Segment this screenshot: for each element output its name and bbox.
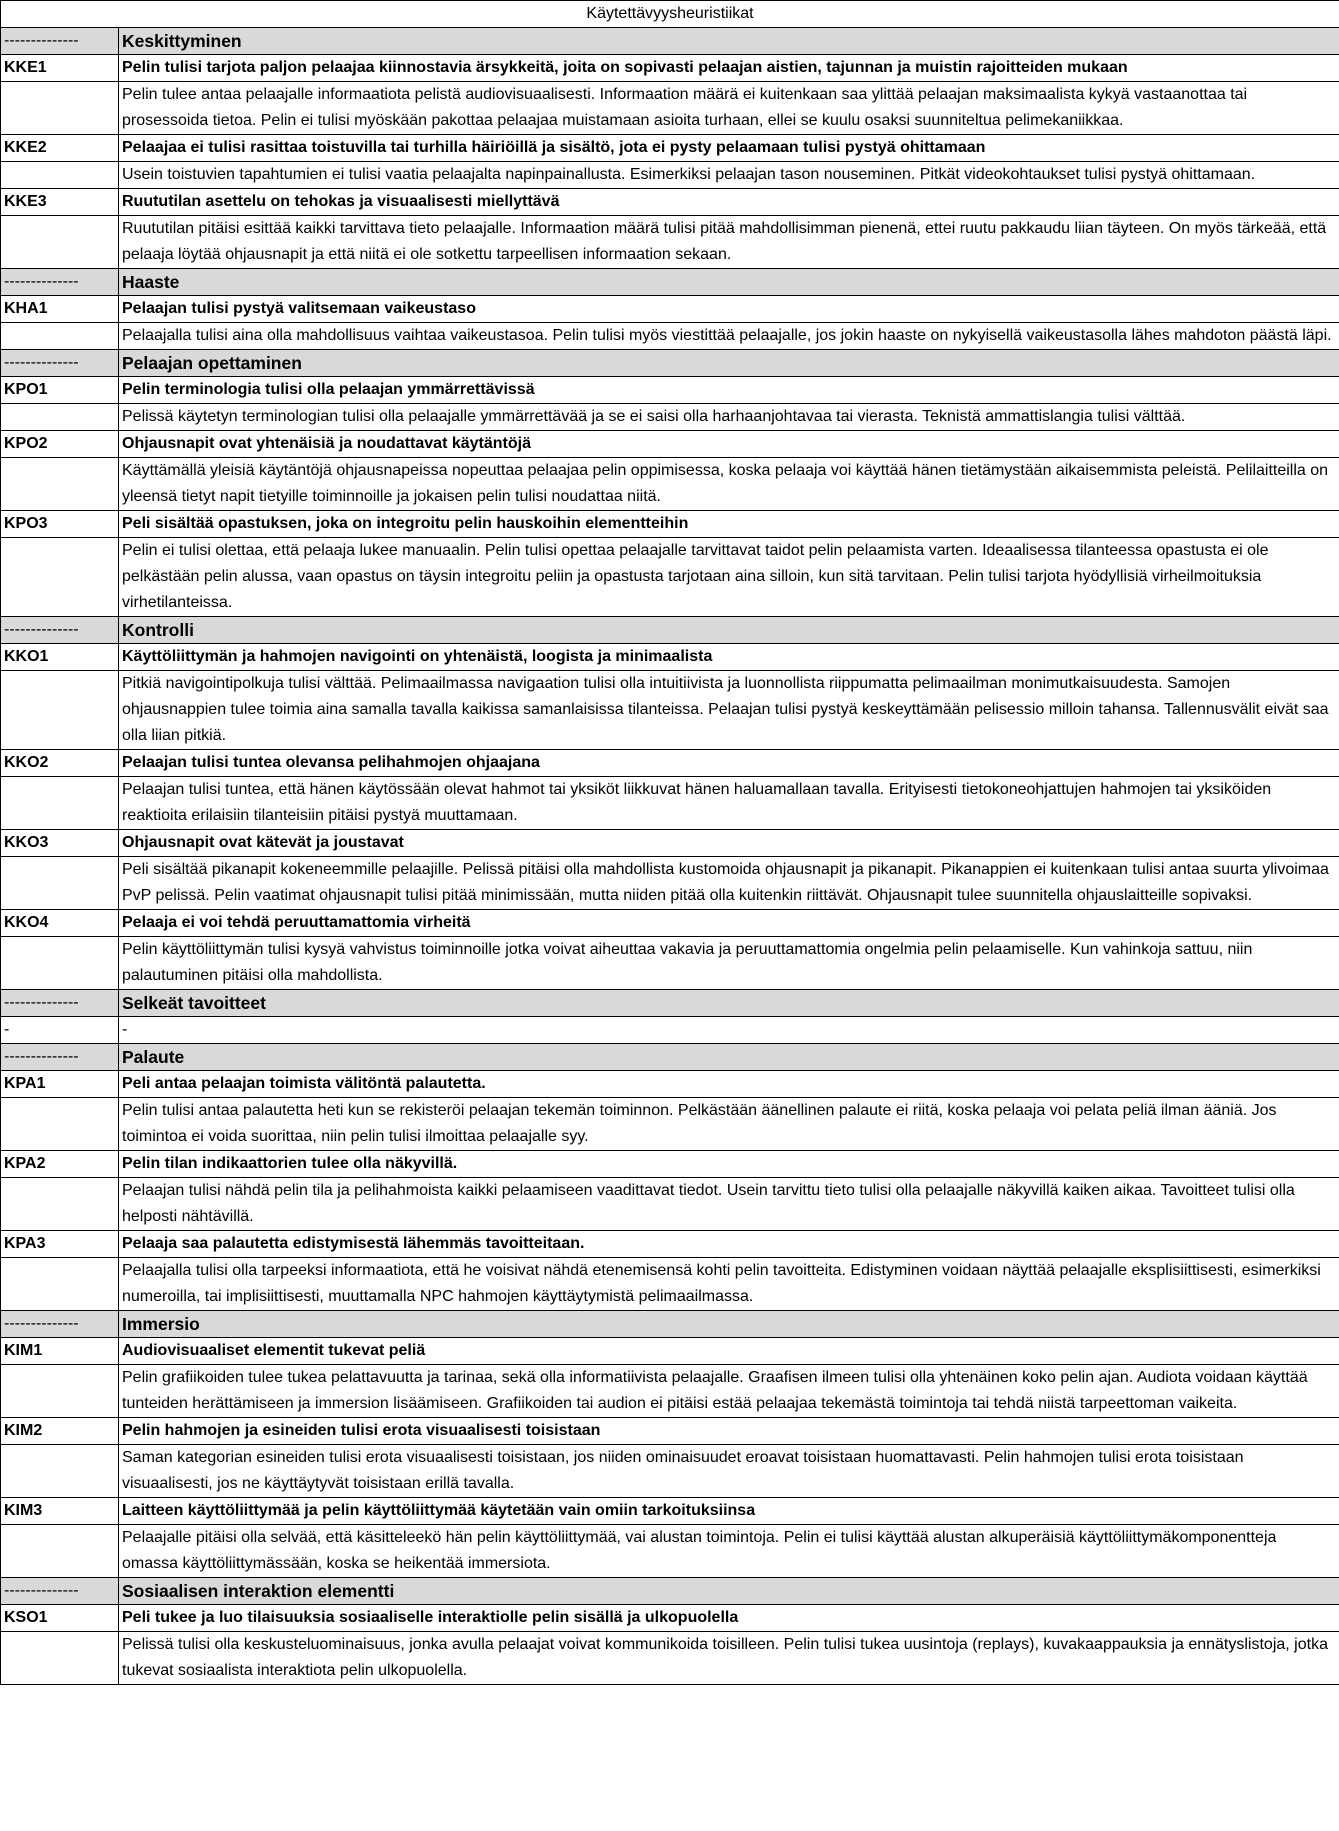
heuristic-heading: Audiovisuaaliset elementit tukevat peliä [119, 1338, 1339, 1365]
heuristic-description: Pelin grafiikoiden tulee tukea pelattavuutta ja tarinaa, sekä olla informatiivista pelaajalle. Graafisen ilmeen tulisi olla yhtenäinen koko pelin ajan. Audiota voidaan käyttää tunteiden herättämiseen ja immersion lisäämiseen. Grafiikoiden tai audion ei pitäisi estää pelaajaa tekemästä toimintoja tai tehdä niistä tarpeettoman vaikeita. [119, 1365, 1339, 1418]
heuristic-code: KPO2 [1, 431, 119, 458]
heuristic-heading: Ohjausnapit ovat yhtenäisiä ja noudattavat käytäntöjä [119, 431, 1339, 458]
heuristic-heading: Peli sisältää opastuksen, joka on integroitu pelin hauskoihin elementteihin [119, 511, 1339, 538]
heuristic-description: Pelissä käytetyn terminologian tulisi olla pelaajalle ymmärrettävää ja se ei saisi olla harhaanjohtavaa tai vierasta. Teknistä ammattislangia tulisi välttää. [119, 404, 1339, 431]
heuristic-heading: Pelin hahmojen ja esineiden tulisi erota visuaalisesti toisistaan [119, 1418, 1339, 1445]
heuristic-code: KKE2 [1, 135, 119, 162]
heuristic-heading-row [1, 377, 1339, 404]
heuristic-description-row [1, 82, 1339, 135]
heuristic-code-blank [1, 538, 119, 617]
heuristic-code-blank [1, 1445, 119, 1498]
heuristics-table-body [1, 1, 1339, 1685]
heuristic-code: KKO1 [1, 644, 119, 671]
heuristic-heading: Pelin tilan indikaattorien tulee olla näkyvillä. [119, 1151, 1339, 1178]
heuristic-heading: Peli antaa pelaajan toimista välitöntä palautetta. [119, 1071, 1339, 1098]
heuristic-heading: Laitteen käyttöliittymää ja pelin käyttöliittymää käytetään vain omiin tarkoituksiinsa [119, 1498, 1339, 1525]
heuristic-description-row [1, 538, 1339, 617]
section-title: Kontrolli [119, 617, 1339, 644]
table-title-row [1, 1, 1339, 28]
heuristic-code-blank [1, 777, 119, 830]
heuristic-description: Usein toistuvien tapahtumien ei tulisi vaatia pelaajalta napinpainallusta. Esimerkiksi pelaajan tason nouseminen. Pitkät videokohtaukset tulisi pystyä ohittamaan. [119, 162, 1339, 189]
section-title: Palaute [119, 1044, 1339, 1071]
heuristic-code: KIM3 [1, 1498, 119, 1525]
heuristic-description-row [1, 162, 1339, 189]
heuristic-description-row [1, 671, 1339, 750]
heuristic-heading-row [1, 1231, 1339, 1258]
heuristic-code-blank [1, 458, 119, 511]
heuristic-code: KKE1 [1, 55, 119, 82]
heuristic-code: KKO3 [1, 830, 119, 857]
heuristic-heading-row [1, 55, 1339, 82]
placeholder-row [1, 1017, 1339, 1044]
heuristic-description: Pitkiä navigointipolkuja tulisi välttää. Pelimaailmassa navigaation tulisi olla intuitiivista ja luonnollista riippumatta pelimaailman monimutkaisuudesta. Samojen ohjausnappien tulee toimia aina samalla tavalla kaikissa samanlaisissa tilanteissa. Pelaajan tulisi pystyä keskeyttämään pelisessio milloin tahansa. Tallennusvälit eivät saa olla liian pitkiä. [119, 671, 1339, 750]
heuristic-description-row [1, 458, 1339, 511]
heuristic-heading-row [1, 750, 1339, 777]
section-header-row [1, 617, 1339, 644]
heuristic-description-row [1, 857, 1339, 910]
heuristic-description-row [1, 1365, 1339, 1418]
section-marker: -------------- [1, 28, 119, 55]
heuristic-heading-row [1, 830, 1339, 857]
heuristic-code-blank [1, 1525, 119, 1578]
heuristic-heading-row [1, 296, 1339, 323]
heuristic-heading-row [1, 189, 1339, 216]
section-marker: -------------- [1, 1044, 119, 1071]
heuristic-code-blank [1, 162, 119, 189]
section-header-row [1, 350, 1339, 377]
section-title: Haaste [119, 269, 1339, 296]
heuristic-code: KPA1 [1, 1071, 119, 1098]
section-header-row [1, 990, 1339, 1017]
heuristic-code-blank [1, 404, 119, 431]
heuristic-heading: Pelin terminologia tulisi olla pelaajan ymmärrettävissä [119, 377, 1339, 404]
heuristic-code: KIM1 [1, 1338, 119, 1365]
section-title: Immersio [119, 1311, 1339, 1338]
heuristic-code-blank [1, 1178, 119, 1231]
heuristic-code: KPO3 [1, 511, 119, 538]
heuristic-heading-row [1, 1338, 1339, 1365]
heuristic-heading-row [1, 1418, 1339, 1445]
heuristic-description-row [1, 1525, 1339, 1578]
heuristic-description: Pelin käyttöliittymän tulisi kysyä vahvistus toiminnoille jotka voivat aiheuttaa vakavia ja peruuttamattomia ongelmia pelin pelaamiselle. Kun vahinkoja sattuu, niin palautuminen pitäisi olla mahdollista. [119, 937, 1339, 990]
heuristic-heading-row [1, 1605, 1339, 1632]
heuristic-description: Pelissä tulisi olla keskusteluominaisuus, jonka avulla pelaajat voivat kommunikoida toisilleen. Pelin tulisi tukea uusintoja (replays), kuvakaappauksia ja ennätyslistoja, jotka tukevat sosiaalista interaktiota pelin ulkopuolella. [119, 1632, 1339, 1685]
section-header-row [1, 269, 1339, 296]
heuristic-heading: Peli tukee ja luo tilaisuuksia sosiaaliselle interaktiolle pelin sisällä ja ulkopuolella [119, 1605, 1339, 1632]
section-marker: -------------- [1, 350, 119, 377]
heuristic-description-row [1, 1258, 1339, 1311]
heuristic-description: Peli sisältää pikanapit kokeneemmille pelaajille. Pelissä pitäisi olla mahdollista kustomoida ohjausnapit ja pikanapit. Pikanappien ei kuitenkaan tulisi antaa suurta ylivoimaa PvP pelissä. Pelin vaatimat ohjausnapit tulisi pitää minimissään, mutta niiden pitää olla kuitenkin riittävät. Ohjausnapit tulee suunnitella ohjauslaitteille sopivaksi. [119, 857, 1339, 910]
heuristic-heading: Ruututilan asettelu on tehokas ja visuaalisesti miellyttävä [119, 189, 1339, 216]
heuristic-description-row [1, 1445, 1339, 1498]
heuristic-description-row [1, 1632, 1339, 1685]
section-title: Sosiaalisen interaktion elementti [119, 1578, 1339, 1605]
heuristic-description: Pelaajan tulisi nähdä pelin tila ja pelihahmoista kaikki pelaamiseen vaadittavat tiedot. Usein tarvittu tieto tulisi olla pelaajalle näkyvillä kaiken aikaa. Tavoitteet tulisi olla helposti nähtävillä. [119, 1178, 1339, 1231]
heuristic-code: KIM2 [1, 1418, 119, 1445]
section-header-row [1, 1044, 1339, 1071]
heuristic-description: Pelaajan tulisi tuntea, että hänen käytössään olevat hahmot tai yksiköt liikkuvat hänen haluamallaan tavalla. Erityisesti tietokoneohjattujen hahmojen tai yksiköiden reaktioita erilaisiin tilanteisiin pitäisi pystyä muuttamaan. [119, 777, 1339, 830]
heuristic-heading-row [1, 431, 1339, 458]
section-title: Keskittyminen [119, 28, 1339, 55]
heuristic-code-blank [1, 1258, 119, 1311]
heuristic-code: KPA3 [1, 1231, 119, 1258]
heuristic-heading-row [1, 1071, 1339, 1098]
heuristic-description: Pelaajalle pitäisi olla selvää, että käsitteleekö hän pelin käyttöliittymää, vai alustan toimintoja. Pelin ei tulisi käyttää alustan alkuperäisiä käyttöliittymäkomponentteja omassa käyttöliittymässään, koska se heikentää immersiota. [119, 1525, 1339, 1578]
heuristic-heading-row [1, 1151, 1339, 1178]
heuristic-code: KSO1 [1, 1605, 119, 1632]
section-marker: -------------- [1, 617, 119, 644]
section-title: Pelaajan opettaminen [119, 350, 1339, 377]
heuristic-code-blank [1, 1632, 119, 1685]
heuristic-description-row [1, 1098, 1339, 1151]
section-marker: -------------- [1, 1311, 119, 1338]
heuristic-heading-row [1, 644, 1339, 671]
heuristic-heading-row [1, 511, 1339, 538]
heuristic-code: KHA1 [1, 296, 119, 323]
heuristic-heading: Pelaajaa ei tulisi rasittaa toistuvilla tai turhilla häiriöillä ja sisältö, jota ei pysty pelaamaan tulisi pystyä ohittamaan [119, 135, 1339, 162]
section-marker: -------------- [1, 990, 119, 1017]
heuristic-heading: Käyttöliittymän ja hahmojen navigointi on yhtenäistä, loogista ja minimaalista [119, 644, 1339, 671]
heuristic-description: Ruututilan pitäisi esittää kaikki tarvittava tieto pelaajalle. Informaation määrä tulisi pitää mahdollisimman pienenä, ettei ruutu pakkaudu liian täyteen. On myös tärkeää, että pelaaja löytää ohjausnapit ja että niitä ei ole sotkettu tarpeellisen informaation sekaan. [119, 216, 1339, 269]
heuristic-code-blank [1, 1098, 119, 1151]
section-title: Selkeät tavoitteet [119, 990, 1339, 1017]
heuristic-heading: Pelaajan tulisi tuntea olevansa pelihahmojen ohjaajana [119, 750, 1339, 777]
heuristic-description-row [1, 404, 1339, 431]
heuristic-description: Pelaajalla tulisi olla tarpeeksi informaatiota, että he voisivat nähdä etenemisensä kohti pelin tavoitteita. Edistyminen voidaan näyttää pelaajalle eksplisiittisesti, esimerkiksi numeroilla, tai implisiittisesti, muuttamalla NPC hahmojen käyttäytymistä pelimaailmassa. [119, 1258, 1339, 1311]
heuristic-heading-row [1, 1498, 1339, 1525]
section-marker: -------------- [1, 1578, 119, 1605]
heuristic-code-blank [1, 671, 119, 750]
heuristic-description: Käyttämällä yleisiä käytäntöjä ohjausnapeissa nopeuttaa pelaajaa pelin oppimisessa, koska pelaaja voi käyttää hänen tietämystään aikaisemmista peleistä. Pelilaitteilla on yleensä tietyt napit tietyille toiminnoille ja jokaisen pelin tulisi noudattaa niitä. [119, 458, 1339, 511]
heuristic-description-row [1, 1178, 1339, 1231]
heuristic-code-blank [1, 82, 119, 135]
heuristic-heading-row [1, 135, 1339, 162]
heuristic-description-row [1, 937, 1339, 990]
heuristic-code: KPO1 [1, 377, 119, 404]
heuristic-description: Pelin ei tulisi olettaa, että pelaaja lukee manuaalin. Pelin tulisi opettaa pelaajalle tarvittavat taidot pelin pelaamista varten. Ideaalisessa tilanteessa opastusta ei ole pelkästään pelin alussa, vaan opastus on täysin integroitu peliin ja opastusta tarjotaan aina silloin, kun sitä tarvitaan. Pelin tulisi tarjota hyödyllisiä virheilmoituksia virhetilanteissa. [119, 538, 1339, 617]
heuristic-code-blank [1, 323, 119, 350]
heuristic-code-blank [1, 216, 119, 269]
heuristic-description-row [1, 777, 1339, 830]
heuristic-description: Pelin tulisi antaa palautetta heti kun se rekisteröi pelaajan tekemän toiminnon. Pelkästään äänellinen palaute ei riitä, koska pelaaja voi pelata peliä ilman ääniä. Jos toimintoa ei voida suorittaa, niin pelin tulisi ilmoittaa pelaajalle syy. [119, 1098, 1339, 1151]
section-header-row [1, 1578, 1339, 1605]
placeholder-text: - [119, 1017, 1339, 1044]
heuristic-heading: Pelin tulisi tarjota paljon pelaajaa kiinnostavia ärsykkeitä, joita on sopivasti pelaajan aistien, tajunnan ja muistin rajoitteiden mukaan [119, 55, 1339, 82]
placeholder-code: - [1, 1017, 119, 1044]
heuristic-description-row [1, 323, 1339, 350]
heuristic-heading: Pelaajan tulisi pystyä valitsemaan vaikeustaso [119, 296, 1339, 323]
heuristic-code: KKE3 [1, 189, 119, 216]
section-header-row [1, 28, 1339, 55]
heuristic-code: KKO4 [1, 910, 119, 937]
heuristic-description: Saman kategorian esineiden tulisi erota visuaalisesti toisistaan, jos niiden ominaisuudet eroavat toisistaan huomattavasti. Pelin hahmojen tulisi erota toisistaan visuaalisesti, jos ne käyttäytyvät toisistaan erillä tavalla. [119, 1445, 1339, 1498]
heuristic-code-blank [1, 1365, 119, 1418]
table-title: Käytettävyysheuristiikat [1, 1, 1339, 28]
heuristic-heading-row [1, 910, 1339, 937]
heuristic-description: Pelin tulee antaa pelaajalle informaatiota pelistä audiovisuaalisesti. Informaation määrä ei kuitenkaan saa ylittää pelaajan maksimaalista kykyä vastaanottaa tai prosessoida tietoa. Pelin ei tulisi myöskään pakottaa pelaajaa muistamaan asioita turhaan, ellei se kuulu osaksi suunniteltua pelimekaniikkaa. [119, 82, 1339, 135]
heuristic-code: KKO2 [1, 750, 119, 777]
heuristic-code-blank [1, 857, 119, 910]
heuristic-code: KPA2 [1, 1151, 119, 1178]
heuristic-description-row [1, 216, 1339, 269]
heuristic-description: Pelaajalla tulisi aina olla mahdollisuus vaihtaa vaikeustasoa. Pelin tulisi myös viestittää pelaajalle, jos jokin haaste on nykyisellä vaikeustasolla lähes mahdoton päästä läpi. [119, 323, 1339, 350]
section-marker: -------------- [1, 269, 119, 296]
section-header-row [1, 1311, 1339, 1338]
heuristic-heading: Pelaaja ei voi tehdä peruuttamattomia virheitä [119, 910, 1339, 937]
heuristic-heading: Ohjausnapit ovat kätevät ja joustavat [119, 830, 1339, 857]
heuristic-heading: Pelaaja saa palautetta edistymisestä lähemmäs tavoitteitaan. [119, 1231, 1339, 1258]
heuristic-code-blank [1, 937, 119, 990]
